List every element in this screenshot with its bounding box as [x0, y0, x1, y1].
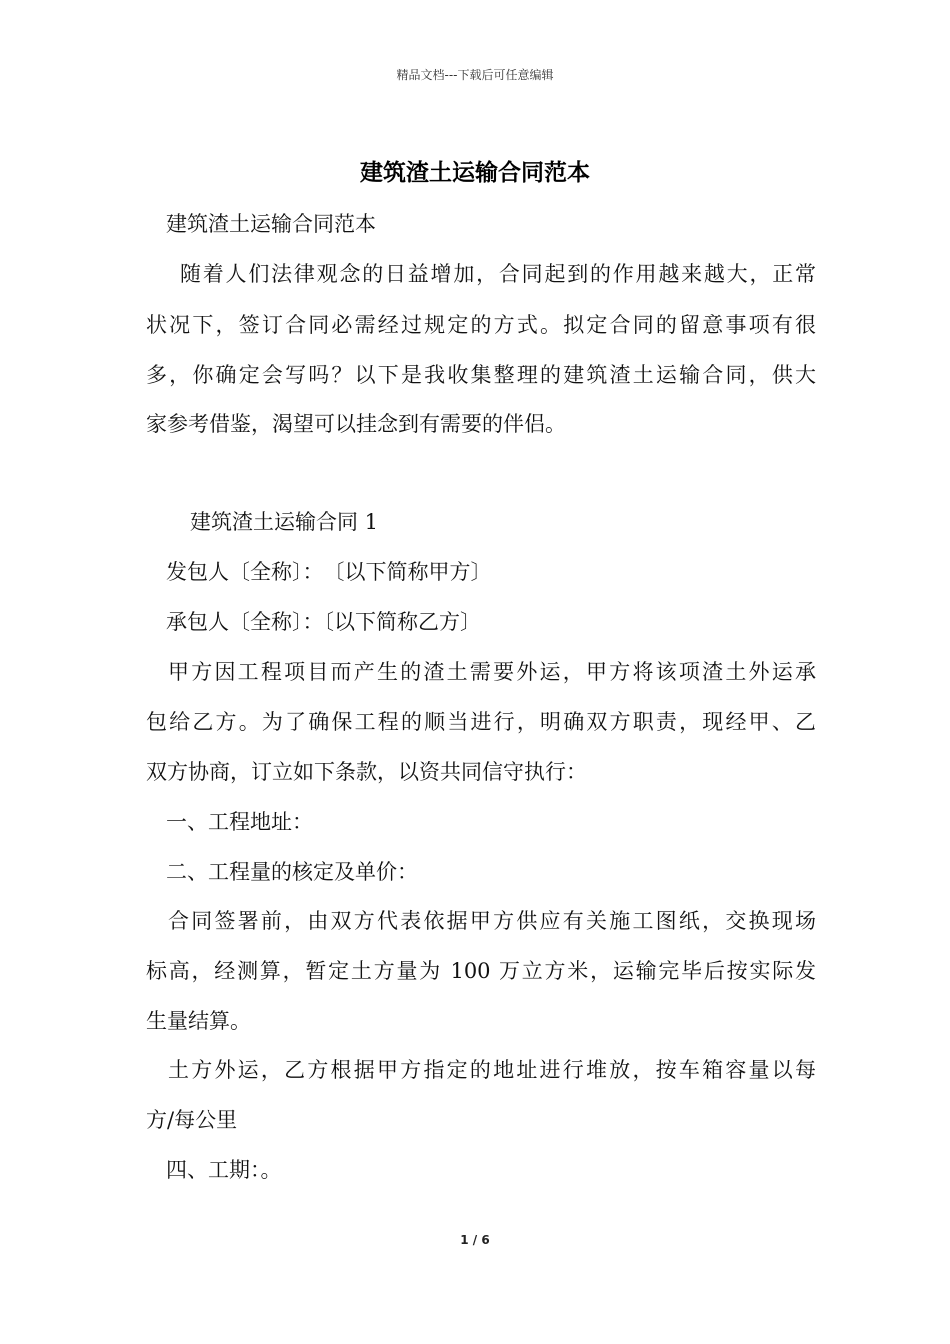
party-b-line: 承包人〔全称〕：〔以下简称乙方〕: [166, 610, 481, 634]
paragraph-line: 状况下，签订合同必需经过规定的方式。拟定合同的留意事项有很: [146, 313, 816, 337]
clause-heading: 一、工程地址：: [166, 810, 313, 834]
paragraph-line: 多，你确定会写吗？以下是我收集整理的建筑渣土运输合同，供大: [146, 363, 816, 387]
paragraph-line: 生量结算。: [146, 1009, 251, 1033]
page-header: 精品文档---下载后可任意编辑: [396, 68, 554, 82]
paragraph-line: 土方外运，乙方根据甲方指定的地址进行堆放，按车箱容量以每: [168, 1058, 816, 1082]
page-number: 1 / 6: [460, 1233, 490, 1247]
clause-heading: 四、工期：。: [166, 1158, 282, 1182]
section-heading: 建筑渣土运输合同 1: [190, 510, 379, 534]
paragraph-line: 方/每公里: [146, 1108, 238, 1132]
paragraph-line: 标高，经测算，暂定土方量为 100 万立方米，运输完毕后按实际发: [146, 959, 816, 983]
paragraph-line: 双方协商，订立如下条款，以资共同信守执行：: [146, 760, 587, 784]
paragraph-line: 合同签署前，由双方代表依据甲方供应有关施工图纸，交换现场: [168, 909, 816, 933]
paragraph-line: 随着人们法律观念的日益增加，合同起到的作用越来越大，正常: [180, 262, 816, 286]
paragraph-line: 甲方因工程项目而产生的渣土需要外运，甲方将该项渣土外运承: [168, 660, 816, 684]
paragraph-line: 家参考借鉴，渴望可以挂念到有需要的伴侣。: [146, 412, 566, 436]
subtitle-line: 建筑渣土运输合同范本: [166, 212, 376, 236]
document-title: 建筑渣土运输合同范本: [360, 160, 590, 186]
party-a-line: 发包人〔全称〕： 〔以下简称甲方〕: [166, 560, 492, 584]
paragraph-line: 包给乙方。为了确保工程的顺当进行，明确双方职责，现经甲、乙: [146, 710, 816, 734]
clause-heading: 二、工程量的核定及单价：: [166, 860, 418, 884]
